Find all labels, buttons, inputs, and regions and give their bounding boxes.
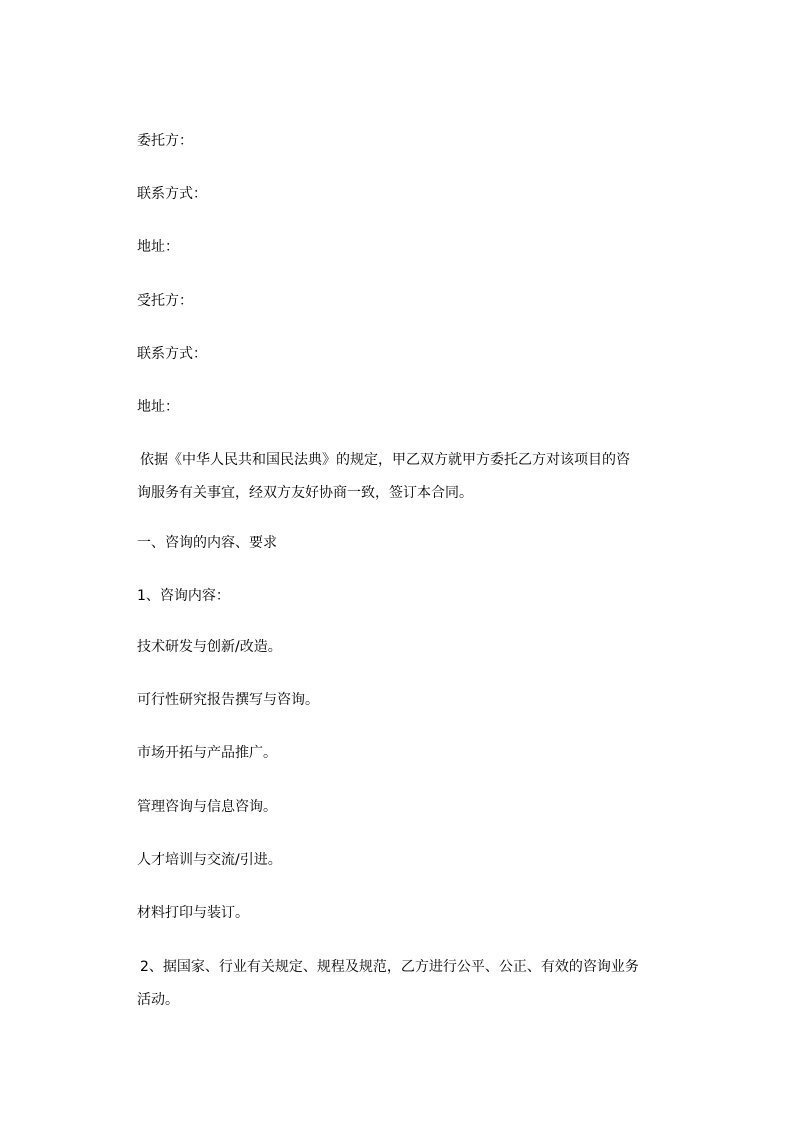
- intro-line-1: 依据《中华人民共和国民法典》的规定，甲乙双方就甲方委托乙方对该项目的咨: [140, 452, 630, 468]
- trustee-contact-label: 联系方式：: [137, 346, 207, 362]
- clause-2-paragraph: [137, 957, 712, 1010]
- trustee-label: 受托方：: [137, 293, 193, 309]
- clause-2-line-1: 2、据国家、行业有关规定、规程及规范，乙方进行公平、公正、有效的咨询业务: [140, 959, 639, 975]
- client-contact-label: 联系方式：: [137, 186, 207, 202]
- client-address-label: 地址：: [137, 239, 179, 255]
- list-item: 材料打印与装订。: [137, 905, 249, 921]
- trustee-address-label: 地址：: [137, 399, 179, 415]
- list-item: 可行性研究报告撰写与咨询。: [137, 692, 319, 708]
- list-item: 技术研发与创新/改造。: [137, 639, 282, 655]
- list-item: 市场开拓与产品推广。: [137, 745, 277, 761]
- list-item: 人才培训与交流/引进。: [137, 852, 282, 868]
- subsection-consult-content: 1、咨询内容：: [137, 588, 230, 604]
- list-item: 管理咨询与信息咨询。: [137, 799, 277, 815]
- intro-paragraph: [137, 450, 712, 503]
- intro-line-2: 询服务有关事宜，经双方友好协商一致，签订本合同。: [137, 485, 473, 501]
- client-label: 委托方：: [137, 133, 193, 149]
- section-heading: 一、咨询的内容、要求: [137, 535, 277, 551]
- clause-2-line-2: 活动。: [137, 992, 179, 1008]
